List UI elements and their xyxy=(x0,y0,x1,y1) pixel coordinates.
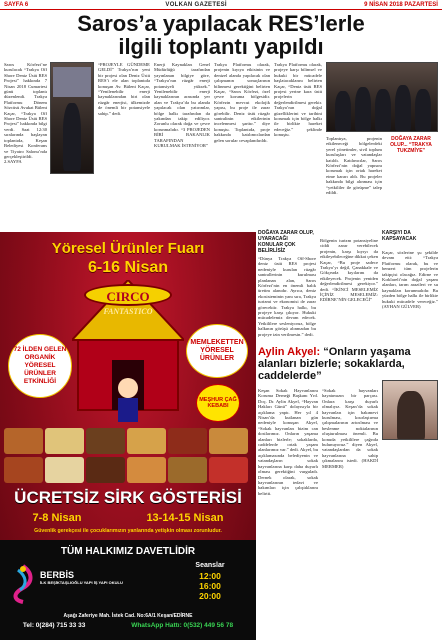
main-headline xyxy=(0,12,442,58)
contact-numbers xyxy=(0,622,256,629)
organic-products-badge: 72 İLDEN GELEN ORGANİK YÖRESEL ÜRÜNLER ETKİNLİĞİ xyxy=(8,334,72,398)
photo-caption: DOĞAYA ZARAR OLUP... “TRAKYA TUKZMİYE” xyxy=(390,136,432,154)
story-col-1: Saros Körfezi’ne kurulacak “Trakya Off Shore Deniz Üstü RES Projesi” hakkında 7 Nisan 2018 Cumartesi günü toplantı düzenlendi. Trakya Platformu Dönem Sözcüsü Avukat Bülent Kaçar, “Trakya Off Shore Deniz Üstü RES Projesi” hakkında bilgi verdi. Saat 12:30 sıralarında başlayan toplantıda, Keşan Belediyesi Konferans ve Tiyatro Salonu’nda gerçekleştirildi. 2.SAYFA xyxy=(4,62,47,165)
regional-products-badge: MEMLEKETTEN YÖRESEL ÜRÜNLER xyxy=(186,324,248,378)
audience-figure xyxy=(395,85,411,131)
food-image xyxy=(209,428,248,454)
session-time: 20:00 xyxy=(199,591,221,601)
akyel-headline-lead: Aylin Akyel: xyxy=(258,346,324,358)
venue-address: Aşağı Zaferiye Mah. İstek Cad. No:6A/1 Keşan/EDİRNE xyxy=(63,613,193,619)
speaker-photo xyxy=(50,62,94,174)
story-col-10: Keşan Sokak Hayvanlarını Koruma Derneği Başkanı Yrd. Doç. Dr. Aylin Akyel, “Hayvan Hakları Günü” dolayısıyla bir açıklama yaptı. Her yıl 4 Nisan’da kutlanan gün nedeniyle konuşan Akyel, “Sokak hayvanları bizim can dostlarımız. Onların yaşama alanları bizlerle; sokaklarda, caddelerde ortak yaşam alanlarımız var.” dedi. Akyel, bu açıklamasında belediyenin ve vatandaşların sokak hayvanlarına karşı daha duyarlı olması gerektiğini vurguladı. Dernek olarak, sokak hayvanlarının tedavi ve bakımları için çalıştıklarını belirtti. xyxy=(258,388,318,496)
cag-kebab-badge: MEŞHUR ÇAĞ KEBABI xyxy=(196,384,240,422)
headline-line-2: ilgili toplantı yapıldı xyxy=(118,34,324,59)
food-image xyxy=(4,428,43,454)
fantastico-label: FANTASTICO xyxy=(103,307,153,316)
akyel-figure xyxy=(397,391,425,440)
fair-advertisement xyxy=(0,232,256,640)
story-col-6: Toplantıya, projenin etkileneceği bölgelerdeki yerel yönetimler, sivil toplum kuruluşları ve vatandaşlar katıldı. Katılımcılar, Saros Körfezi’nin doğal yapısını korumak için ortak hareket etme kararı aldı. Bu projeler hakkında bilgi alınması için “yetkililer ile görüşme” talep edildi. xyxy=(326,136,382,196)
page-number: SAYFA 6 xyxy=(4,1,29,8)
sessions-title: Seanslar xyxy=(195,562,225,569)
audience-figure xyxy=(355,87,371,131)
session-time: 12:00 xyxy=(199,571,221,581)
audience-figure xyxy=(335,91,351,131)
story-col-11: “Sokak hayvanları hayatımızın bir parçası. Onlara karşı duyarlı olmalıyız. Keşan’da sokak hayvanları için bakımevi kurulması, kısırlaştırma çalışmalarının artırılması ve beslenme noktalarının oluşturulması önemli. Bu konuda yetkililere çağrıda bulunuyoruz.” diyen Akyel, vatandaşlardan da sokak hayvanlarına sahip çıkmalarını istedi. (HAKDİ MERMER) xyxy=(322,388,378,469)
audience-figure xyxy=(375,89,391,131)
story-col-4: Trakya Platformu olarak, projenin kıyıya etkisinin ve denizel alanda yapılacak olan çalışmanın sonuçlarının bilinmesi gerektiğini belirten Kaçar, “Saros Körfezi, özel çevre koruma bölgesidir. Körfezin mevcut ekolojik yapısı, bu proje ile zarar görebilir. Deniz üstü rüzgâr santralinin etkilerinin incelenmesi şarttır.” diye konuştu. Toplantıda, proje hakkında katılımcılardan gelen sorular cevaplandırıldı. xyxy=(214,62,270,143)
akyel-headline-body: “Onların yaşama alanları bizlerle; sokaklarda, caddelerde” xyxy=(258,346,411,382)
food-image xyxy=(168,428,207,454)
session-times xyxy=(170,571,250,601)
circus-dates-1: 7-8 Nisan xyxy=(32,512,82,524)
food-image xyxy=(4,457,43,483)
subhead-a: DOĞAYA ZARAR OLUP, UYARACAĞI KONULAR ÇOK BELİRLİSİZ xyxy=(258,230,314,254)
headline-line-1: Saros’a yapılacak RES’lerle xyxy=(77,11,365,36)
food-image xyxy=(127,428,166,454)
akyel-photo xyxy=(382,380,438,440)
story-col-2: “PROJEYLE GÜNDEME GELDİ” Trakya’nın yeni bir projesi olan Deniz Üstü RES’i ele alan toplantıda konuşan Av. Bülent Kaçar, “Yenilenebilir enerji kaynaklarından biri olan rüzgâr enerjisi, ülkemizde de önemli bir potansiyele sahip.” dedi. xyxy=(98,62,150,116)
safety-notice: Güvenlik gerekçesi ile çocuklarımızın yanlarında yetişkin olması zorunludur. xyxy=(34,528,222,534)
story-col-3: Enerji Kaynakları Genel Müdürlüğü tarafından yayınlanan bilgiye göre, “Trakya’nın rüzgâr enerji potansiyeli yüksek.” Yenilenebilir enerji kaynaklarının arasında yer alan ve Trakya’da bu alanda yapılacak olan yatırımlar, bölge halkı tarafından da yakından takip ediliyor. Zorunlu olarak doğa ve çevre korunmalıdır. “3 PROJEDEN BİRİ BAKANLIK TARAFINDAN KURULMAK İSTENİYOR” xyxy=(154,62,210,149)
res-story xyxy=(4,62,438,230)
story-col-7: “Dünya Trakya Off-Shore deniz üstü RES projesi nedeniyle kurulan rüzgâr santrallerinin kurulması planlanan alan, Saros Körfezi’nin en önemli balık üretim alanıdır. Ayrıca, deniz ekosisteminin yanı sıra, Trakya turizmi ve ekonomisi de zarar görecektir. Trakya halkı, bu projeye karşı çıkıyor. Hukuki mücadelemiz devam edecek. Yetkililere sesleniyoruz, bölge halkının görüşü alınmadan bu projeye izin verilmesin.” dedi. xyxy=(258,256,316,337)
berbis-tagline: İLK BEŞİKTAŞLIOĞLU YAPI İŞ YAPI OKULU xyxy=(40,580,123,585)
fair-dates: 6-16 Nisan xyxy=(87,259,169,276)
invitation-text: TÜM HALKIMIZ DAVETLİDİR xyxy=(60,546,196,557)
berbis-logo-icon xyxy=(10,564,36,604)
free-circus-show-title: ÜCRETSİZ SİRK GÖSTERİSİ xyxy=(14,488,242,507)
circus-dates-2: 13-14-15 Nisan xyxy=(146,512,224,524)
food-image xyxy=(127,457,166,483)
audience-photo xyxy=(326,62,438,132)
food-image xyxy=(86,428,125,454)
story-col-9: Kaçar, sözlerine şu şekilde devam etti: “Trakya Platformu olarak, bu ve benzeri tüm projelerin takipçisi olacağız. Edirne ve Kırklareli’nin doğal yaşam alanları, tarım arazileri ve su kaynakları korunmalıdır. Bu yüzden bölge halkı ile birlikte hukuki mücadele vereceğiz.” (AYHAN GÜLVER) xyxy=(382,250,438,310)
food-image xyxy=(209,457,248,483)
whatsapp-number: WhatsApp Hattı: 0(532) 449 56 78 xyxy=(131,622,234,629)
akyel-headline xyxy=(258,346,438,382)
circo-logo: CIRCO xyxy=(84,284,172,306)
food-image xyxy=(168,457,207,483)
speaker-figure xyxy=(63,103,81,171)
projection-screen xyxy=(53,67,91,97)
food-photo-strip xyxy=(4,428,252,484)
page-header xyxy=(0,0,442,10)
newspaper-name: VOLKAN GAZETESİ xyxy=(165,1,227,8)
phone-number: Tel: 0(284) 715 33 33 xyxy=(22,622,86,629)
session-time: 16:00 xyxy=(199,581,221,591)
food-image xyxy=(86,457,125,483)
circus-dates xyxy=(0,512,256,524)
audience-figure xyxy=(415,89,431,131)
issue-date: 9 NİSAN 2018 PAZARTESİ xyxy=(364,1,438,8)
story-col-5: Trakya Platformu olarak, projeye karşı bilimsel ve hukuki bir mücadele başlatacaklarını belirten Kaçar, “Deniz üstü RES projesi yerine kara üstü projelerin değerlendirilmesi gerekir. Trakya’nın doğal güzelliklerini ve tarihini korumak için bölge halkı ile birlikte hareket edeceğiz.” şeklinde konuştu. xyxy=(274,62,322,138)
story-col-8: Bölgenin turizm potansiyeline ciddi zarar verebilecek projenin, karşı kıyıyı da etkileyebileceğine dikkat çeken Kaçar, “Bu proje sadece Trakya’yı değil, Çanakkale ve Gökçeada kıyılarını da etkileyecek. Projenin yeniden değerlendirilmesi gerekiyor.” dedi. “İKİNCİ MESELEMİZ İÇİNİZ MESELEMİZ: EDİRNE’NİN GELECEĞİ” xyxy=(320,238,378,303)
food-image xyxy=(45,428,84,454)
food-image xyxy=(45,457,84,483)
subhead-b: KARŞIYI DA KAPSAYACAK xyxy=(382,230,417,242)
lower-right-column xyxy=(258,230,438,636)
berbis-brand xyxy=(40,570,130,585)
berbis-name: BERBİS xyxy=(40,570,75,580)
fair-title: Yöresel Ürünler Fuarı xyxy=(51,240,205,257)
